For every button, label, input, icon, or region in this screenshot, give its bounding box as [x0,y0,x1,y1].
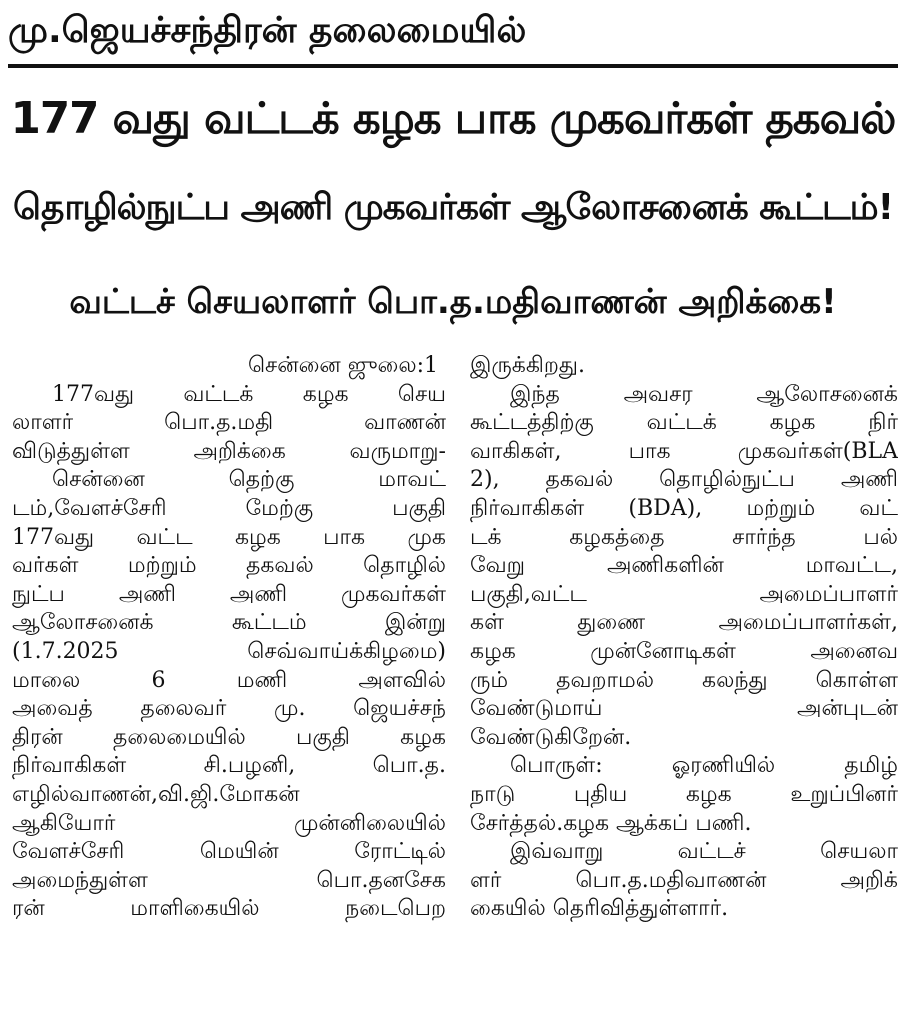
article-line: அவைத் தலைவர் மு. ஜெயச்சந் [12,696,446,722]
article-line: இந்த அவசர ஆலோசனைக் [510,381,898,407]
article-line: வேண்டுமாய் அன்புடன் [470,696,898,722]
main-headline-line-1: 177 வது வட்டக் கழக பாக முகவர்கள் தகவல் [10,94,896,144]
article-line: வர்கள் மற்றும் தகவல் தொழில் [12,553,446,579]
dateline: சென்னை ஜுலை:1 [247,353,438,378]
article-line: சென்னை தெற்கு மாவட் [52,467,446,493]
headline-divider [8,64,898,68]
article-line: நாடு புதிய கழக உறுப்பினர் [470,781,898,807]
article-line: வேறு அணிகளின் மாவட்ட, [470,553,898,579]
article-line: ரன் மாளிகையில் நடைபெற [12,896,446,922]
article-line: விடுத்துள்ள அறிக்கை வருமாறு- [12,438,446,464]
article-column-1 [12,352,446,1012]
article-line: திரன் தலைமையில் பகுதி கழக [12,724,446,750]
article-line: சேர்த்தல்.கழக ஆக்கப் பணி. [470,810,752,836]
article-line: ஆலோசனைக் கூட்டம் இன்று [12,610,446,636]
article-column-2 [470,352,898,1012]
article-line: இருக்கிறது. [470,353,585,378]
article-line: அமைந்துள்ள பொ.தனசேக [12,867,446,893]
article-line: (1.7.2025 செவ்வாய்க்கிழமை) [12,638,446,664]
article-line: டக் கழகத்தை சார்ந்த பல் [470,524,898,550]
article-line: 2), தகவல் தொழில்நுட்ப அணி [470,467,898,493]
kicker-headline: மு.ஜெயச்சந்திரன் தலைமையில் [8,10,527,51]
main-headline-line-2: தொழில்நுட்ப அணி முகவர்கள் ஆலோசனைக் கூட்டம்! [12,187,894,228]
article-line: இவ்வாறு வட்டச் செயலா [510,839,898,865]
article-line: டம்,வேளச்சேரி மேற்கு பகுதி [12,495,446,521]
article-line: கூட்டத்திற்கு வட்டக் கழக நிர் [470,410,898,436]
article-line: நிர்வாகிகள் சி.பழனி, பொ.த. [12,753,446,779]
article-line: நுட்ப அணி அணி முகவர்கள் [12,581,446,607]
article-line: கையில் தெரிவித்துள்ளார். [470,896,729,922]
article-line: 177வது வட்டக் கழக செய [52,381,446,407]
article-line: கள் துணை அமைப்பாளர்கள், [470,610,898,636]
article-line: வேண்டுகிறேன். [470,724,632,750]
article-line: எழில்வாணன்,வி.ஜி.மோகன் [12,781,300,807]
article-line: கழக முன்னோடிகள் அனைவ [470,638,898,664]
article-line: பகுதி,வட்ட அமைப்பாளர் [470,581,898,607]
article-line: 177வது வட்ட கழக பாக முக [12,524,446,550]
article-line: மாலை 6 மணி அளவில் [12,667,446,693]
article-line: ரும் தவறாமல் கலந்து கொள்ள [470,667,898,693]
article-line: ஆகியோர் முன்னிலையில் [12,810,446,836]
article-line: ளர் பொ.த.மதிவாணன் அறிக் [470,867,898,893]
article-line: வாகிகள், பாக முகவர்கள்(BLA [470,438,898,464]
article-line: நிர்வாகிகள் (BDA), மற்றும் வட் [470,495,898,521]
sub-headline: வட்டச் செயலாளர் பொ.த.மதிவாணன் அறிக்கை! [69,282,837,322]
article-line: லாளர் பொ.த.மதி வாணன் [12,410,446,436]
article-line: வேளச்சேரி மெயின் ரோட்டில் [12,839,446,865]
article-line: பொருள்: ஓரணியில் தமிழ் [510,753,898,779]
